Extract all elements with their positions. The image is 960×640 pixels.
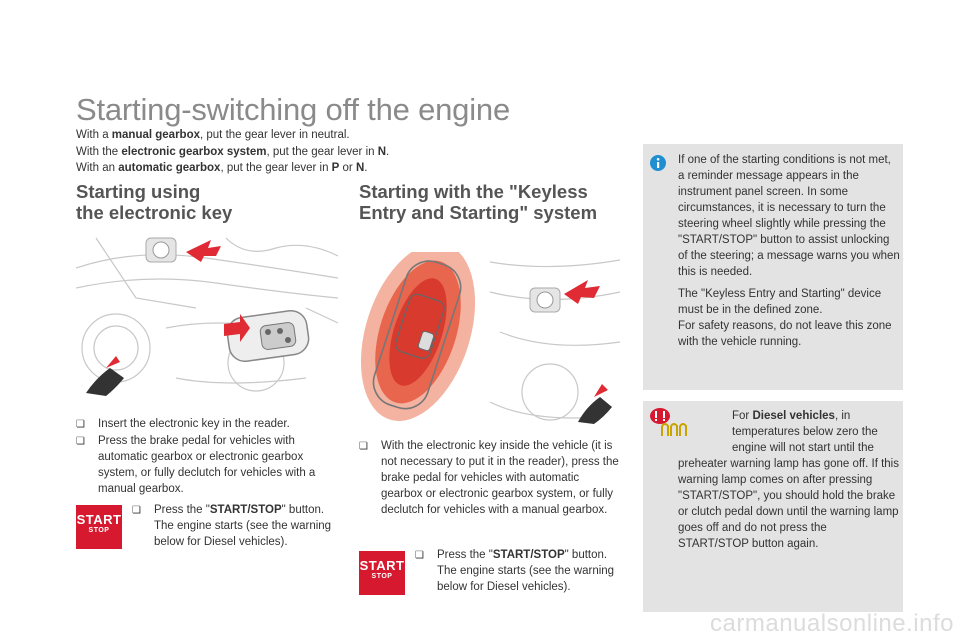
bullet-icon: ❏ bbox=[76, 419, 85, 430]
section-title-keyless: Starting with the "Keyless Entry and Starting" system bbox=[359, 181, 598, 223]
watermark: carmanualsonline.info bbox=[710, 610, 954, 637]
intro-line-electronic: With the electronic gearbox system, put the gear lever in N. bbox=[76, 145, 390, 158]
bullet-icon: ❏ bbox=[76, 436, 85, 447]
info-paragraph: The "Keyless Entry and Starting" device must be in the defined zone. bbox=[678, 288, 882, 316]
info-icon bbox=[650, 155, 666, 171]
list-item: ❏ Press the "START/STOP" button. The engine starts (see the warning below for Diesel vehicles). bbox=[132, 504, 332, 548]
page-title: Starting-switching off the engine bbox=[76, 92, 510, 127]
warning-text-top: For Diesel vehicles, in temperatures below zero the engine will not start until the bbox=[732, 410, 878, 454]
bullet-icon: ❏ bbox=[359, 441, 368, 452]
bullet-icon: ❏ bbox=[132, 505, 141, 516]
warning-box bbox=[643, 401, 903, 612]
section2-press-step bbox=[415, 547, 625, 595]
intro-line-automatic: With an automatic gearbox, put the gear lever in P or N. bbox=[76, 162, 368, 174]
list-item: ❏ Press the brake pedal for vehicles with automatic gearbox or electronic gearbox system, or fully declutch for vehicles with a manual gearbox. bbox=[76, 435, 316, 495]
list-item: ❏ With the electronic key inside the vehicle (it is not necessary to put it in the reader), press the brake pedal for vehicles with automatic gearbox or electronic gearbox system, or fully declutch for vehicles with a manual gearbox. bbox=[359, 440, 619, 516]
start-stop-button-icon: START STOP bbox=[359, 551, 405, 595]
intro-line-manual: With a manual gearbox, put the gear lever in neutral. bbox=[76, 129, 350, 141]
start-stop-button-icon: START STOP bbox=[76, 505, 122, 549]
section1-steps bbox=[76, 416, 338, 497]
section-title-electronic-key: Starting using the electronic key bbox=[76, 181, 233, 223]
info-paragraph: If one of the starting conditions is not met, a reminder message appears in the instrument panel screen. In some circumstances, it is necessary to turn the steering wheel slightly while pressing the "START/STOP" button to assist unlocking of the steering; a message warns you when this is needed. bbox=[678, 154, 900, 278]
bullet-icon: ❏ bbox=[415, 550, 424, 561]
warning-text-body: preheater warning lamp has gone off. If this warning lamp comes on after pressing "START/STOP", you should hold the brake or clutch pedal down until the warning lamp goes off and do not press the START/STOP button again. bbox=[678, 458, 899, 550]
list-item: ❏ Press the "START/STOP" button. The engine starts (see the warning below for Diesel vehicles). bbox=[415, 549, 615, 593]
preheater-warning-lamp-icon bbox=[659, 420, 689, 438]
section1-press-step bbox=[132, 502, 338, 550]
section2-steps bbox=[359, 438, 621, 518]
list-item: ❏ Insert the electronic key in the reader. bbox=[76, 416, 338, 433]
keyless-car-zone-illustration bbox=[350, 252, 620, 428]
info-paragraph: For safety reasons, do not leave this zone with the vehicle running. bbox=[678, 320, 892, 348]
info-box bbox=[643, 144, 903, 390]
intro-text bbox=[76, 127, 389, 177]
dashboard-key-reader-illustration bbox=[76, 228, 338, 404]
